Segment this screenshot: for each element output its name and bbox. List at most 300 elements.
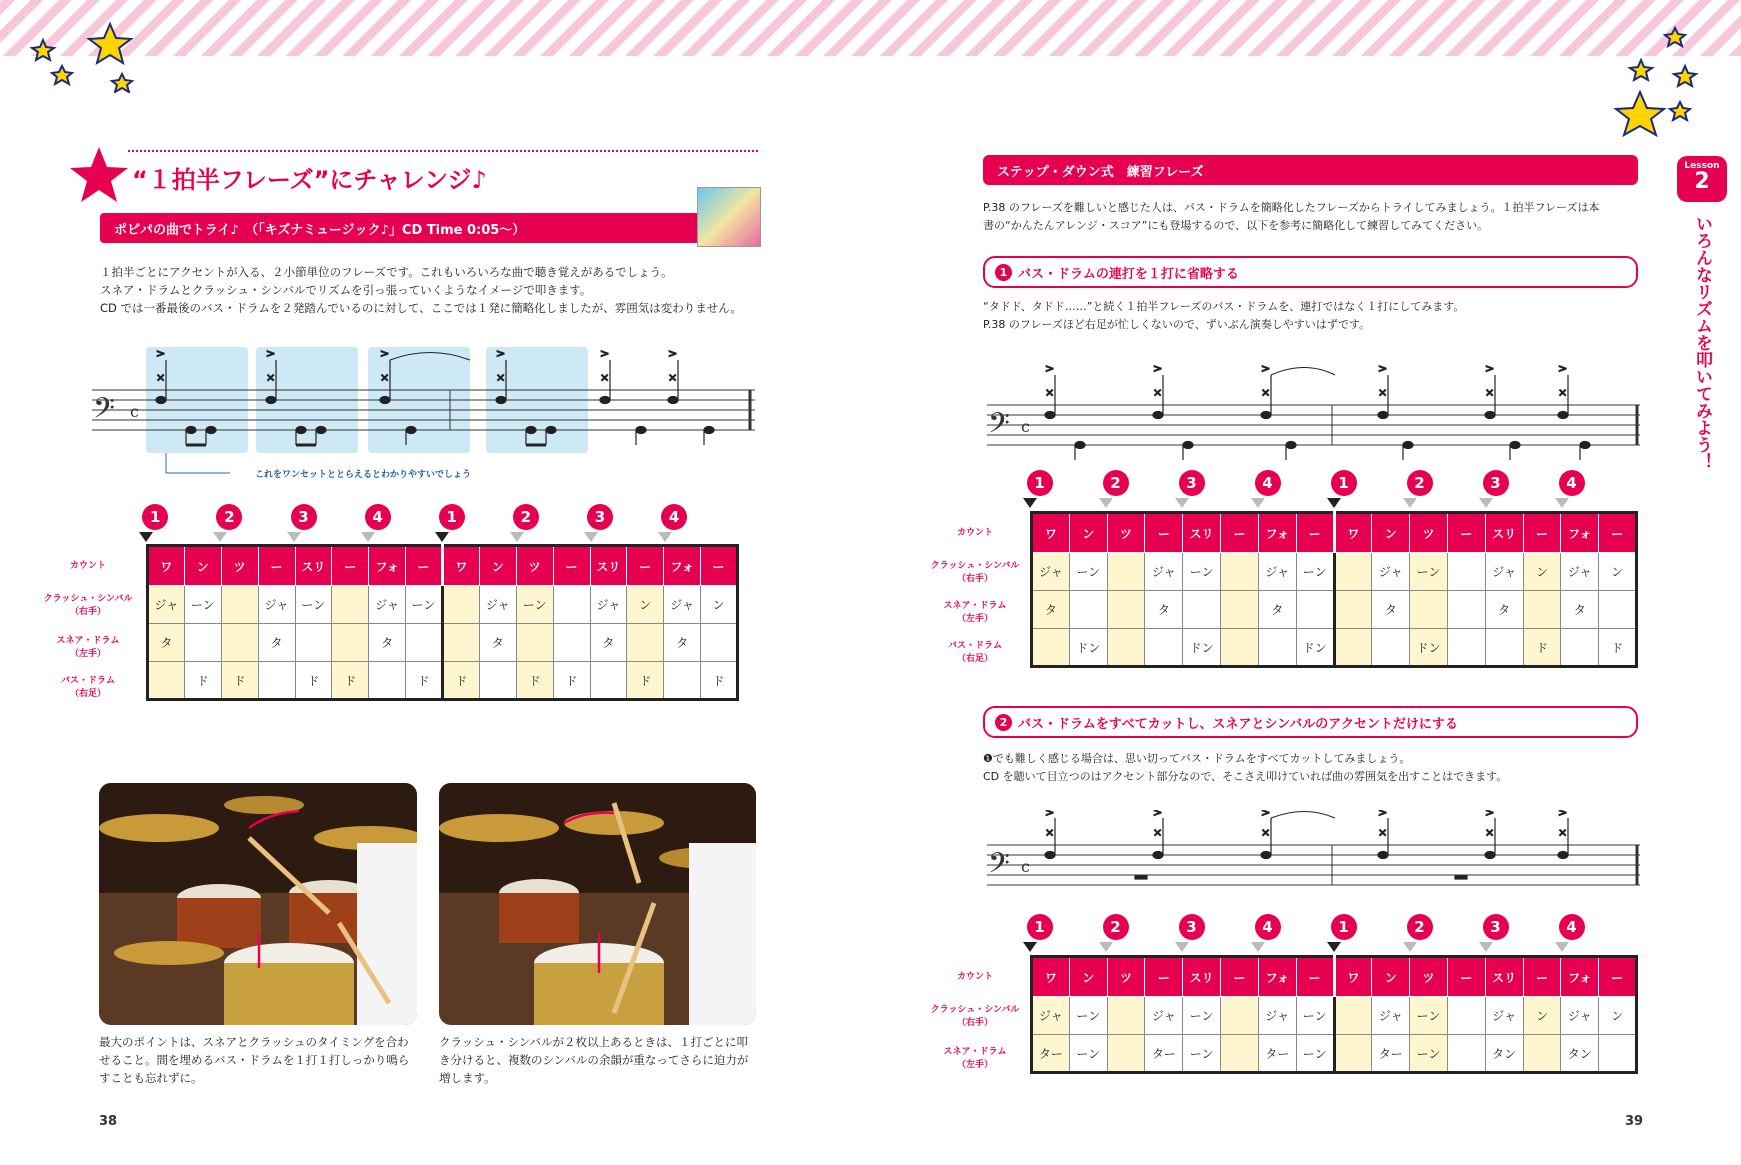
cymbal-row	[1032, 553, 1637, 591]
bass-cell	[1107, 629, 1145, 667]
count-marker-icon	[1023, 498, 1037, 508]
svg-text:×: ×	[1378, 826, 1388, 839]
count-marker-icon	[1327, 498, 1341, 508]
svg-text:×: ×	[1261, 826, 1271, 839]
row-label-sub: （右手）	[956, 574, 993, 584]
cymbal-cell	[1334, 553, 1372, 591]
snare-cell	[1447, 1035, 1485, 1073]
snare-cell: タ	[590, 624, 627, 662]
bass-cell: ド	[1523, 629, 1561, 667]
count-marker-icon	[1555, 498, 1569, 508]
step2-body	[983, 750, 1643, 786]
svg-text:×: ×	[668, 371, 678, 384]
bass-cell: ドン	[1296, 629, 1334, 667]
svg-text:>: >	[156, 347, 166, 360]
cymbal-cell: ジャ	[1258, 553, 1296, 591]
snare-cell	[295, 624, 332, 662]
snare-cell: タ	[664, 624, 701, 662]
cymbal-cell	[1447, 997, 1485, 1035]
snare-cell: タ	[258, 624, 295, 662]
svg-text:>: >	[1153, 810, 1163, 819]
count-header-cell: ワ	[1334, 957, 1372, 997]
left-drum-notation	[90, 345, 760, 485]
row-label-text: バス・ドラム	[61, 676, 115, 686]
count-marker-icon	[213, 532, 227, 542]
snare-cell	[1334, 1035, 1372, 1073]
r2-label-count: カウント	[956, 972, 993, 982]
snare-cell	[553, 624, 590, 662]
count-badge: 2	[1103, 914, 1129, 940]
cymbal-cell: ン	[627, 586, 664, 624]
row-label-text: スネア・ドラム	[943, 601, 1007, 611]
count-header-cell: ー	[406, 546, 443, 586]
svg-text:×: ×	[1558, 386, 1568, 399]
cymbal-cell	[1447, 553, 1485, 591]
left-count-table	[146, 544, 739, 701]
count-header-cell: ー	[1296, 957, 1334, 997]
cymbal-cell	[1221, 997, 1259, 1035]
svg-text:×: ×	[600, 371, 610, 384]
svg-text:×: ×	[496, 371, 506, 384]
bass-cell	[590, 662, 627, 700]
left-body-line: スネア・ドラムとクラッシュ・シンバルでリズムを引っ張っていくようなイメージで叩きます。	[100, 283, 592, 297]
cymbal-cell: ジャ	[1485, 997, 1523, 1035]
snare-cell	[1599, 1035, 1637, 1073]
cymbal-cell: ン	[701, 586, 738, 624]
count-header-cell: ン	[1372, 513, 1410, 553]
count-header-cell: スリ	[295, 546, 332, 586]
count-header-cell: ン	[184, 546, 221, 586]
snare-cell	[701, 624, 738, 662]
drum-photo-1	[99, 783, 417, 1025]
count-header-cell: ー	[1599, 957, 1637, 997]
step2-title: バス・ドラムをすべてカットし、スネアとシンバルのアクセントだけにする	[1018, 716, 1458, 732]
cymbal-cell	[332, 586, 369, 624]
bass-cell	[1485, 629, 1523, 667]
bass-cell	[1334, 629, 1372, 667]
snare-cell: ター	[1258, 1035, 1296, 1073]
page-number-left: 38	[99, 1114, 118, 1129]
count-badge: 3	[291, 504, 317, 530]
cymbal-cell: ーン	[1296, 553, 1334, 591]
step2-count-table	[1030, 955, 1638, 1074]
step1-count-table	[1030, 511, 1638, 668]
bass-cell: ド	[406, 662, 443, 700]
count-badge: 4	[1559, 470, 1585, 496]
photo-caption-2: クラッシュ・シンバルが２枚以上あるときは、１打ごとに叩き分けると、複数のシンバルの余韻が重なってさらに迫力が増します。	[439, 1035, 749, 1085]
step2-body-line: CD を聴いて目立つのはアクセント部分なので、そこさえ叩けていれば曲の雰囲気を出すことはできます。	[983, 770, 1508, 783]
snare-cell	[1183, 591, 1221, 629]
bass-cell: ド	[443, 662, 480, 700]
cymbal-cell	[221, 586, 258, 624]
left-body-text	[100, 263, 760, 317]
count-header-cell: ツ	[1410, 513, 1448, 553]
bass-cell: ドン	[1410, 629, 1448, 667]
snare-cell: タン	[1561, 1035, 1599, 1073]
bass-cell: ド	[516, 662, 553, 700]
bass-cell: ド	[332, 662, 369, 700]
count-header-cell: ワ	[1032, 513, 1070, 553]
count-header-cell: ー	[701, 546, 738, 586]
count-header-cell: ワ	[1334, 513, 1372, 553]
snare-cell	[1599, 591, 1637, 629]
snare-cell: タ	[1485, 591, 1523, 629]
count-header-row	[1032, 957, 1637, 997]
svg-text:>: >	[1045, 810, 1055, 819]
snare-row	[1032, 591, 1637, 629]
right-intro-line: P.38 のフレーズを難しいと感じた人は、バス・ドラムを簡略化したフレーズからトライしてみましょう。１拍半フレーズは本	[983, 201, 1600, 214]
count-header-cell: ツ	[516, 546, 553, 586]
count-header-cell: フォ	[1258, 957, 1296, 997]
step1-title: バス・ドラムの連打を１打に省略する	[1018, 266, 1239, 282]
page-title: “１拍半フレーズ”にチャレンジ♪	[132, 166, 487, 194]
cymbal-row	[148, 586, 738, 624]
bass-cell	[148, 662, 185, 700]
snare-cell	[1523, 591, 1561, 629]
snare-cell	[1221, 591, 1259, 629]
count-header-row	[1032, 513, 1637, 553]
sub-heading-bar: ポピパの曲でトライ♪ （「キズナミュージック♪」CD Time 0:05〜）	[100, 213, 700, 243]
svg-text:×: ×	[1045, 386, 1055, 399]
snare-cell	[184, 624, 221, 662]
cymbal-cell: ーン	[1069, 553, 1107, 591]
count-marker-icon	[1099, 942, 1113, 952]
cymbal-cell: ジャ	[1258, 997, 1296, 1035]
count-header-cell: ー	[1221, 957, 1259, 997]
bass-cell: ドン	[1069, 629, 1107, 667]
step2-badge: 2	[995, 714, 1012, 731]
page-number-right: 39	[1625, 1114, 1644, 1129]
cymbal-cell	[443, 586, 480, 624]
row-label-sub: （右手）	[69, 607, 106, 617]
snare-cell: タ	[148, 624, 185, 662]
cymbal-cell	[553, 586, 590, 624]
bass-row	[1032, 629, 1637, 667]
svg-text:×: ×	[1485, 386, 1495, 399]
count-badge: 1	[439, 504, 465, 530]
snare-cell: タ	[1032, 591, 1070, 629]
count-marker-icon	[1403, 498, 1417, 508]
r1-label-count: カウント	[956, 528, 993, 538]
count-header-cell: ー	[1523, 513, 1561, 553]
snare-cell	[1221, 1035, 1259, 1073]
step2-heading	[983, 706, 1638, 738]
snare-cell	[221, 624, 258, 662]
snare-cell	[1523, 1035, 1561, 1073]
count-badge: 4	[1255, 914, 1281, 940]
star-cluster-right-icon	[1595, 22, 1705, 137]
row-label-sub: （左手）	[956, 614, 993, 624]
svg-text:×: ×	[1153, 826, 1163, 839]
snare-cell	[443, 624, 480, 662]
cymbal-cell: ジャ	[479, 586, 516, 624]
cymbal-cell: ジャ	[1032, 553, 1070, 591]
count-badge: 1	[1027, 914, 1053, 940]
snare-cell	[1069, 591, 1107, 629]
svg-text:>: >	[266, 347, 276, 360]
count-header-cell: ー	[1145, 513, 1183, 553]
count-header-cell: ワ	[443, 546, 480, 586]
svg-text:>: >	[600, 347, 610, 360]
snare-cell: ーン	[1410, 1035, 1448, 1073]
snare-row	[148, 624, 738, 662]
right-heading-bar: ステップ・ダウン式 練習フレーズ	[983, 155, 1638, 185]
r2-label-cymbal	[925, 1004, 1025, 1030]
cymbal-row	[1032, 997, 1637, 1035]
step1-heading	[983, 256, 1638, 288]
cymbal-cell	[1334, 997, 1372, 1035]
count-header-cell: ー	[627, 546, 664, 586]
count-badge: 3	[1483, 914, 1509, 940]
r1-label-bass	[925, 640, 1025, 666]
count-header-cell: スリ	[1485, 957, 1523, 997]
count-header-cell: ー	[1599, 513, 1637, 553]
right-intro-line: 書の“かんたんアレンジ・スコア”にも登場するので、以下を参考に簡略化して練習してみてください。	[983, 219, 1489, 232]
snare-cell	[1107, 1035, 1145, 1073]
bass-cell: ドン	[1183, 629, 1221, 667]
snare-cell: ーン	[1296, 1035, 1334, 1073]
count-marker-icon	[139, 532, 153, 542]
svg-text:>: >	[1485, 810, 1495, 819]
row-label-count: カウント	[69, 561, 106, 571]
row-label-snare	[38, 635, 138, 661]
snare-cell	[332, 624, 369, 662]
svg-text:×: ×	[380, 371, 390, 384]
cymbal-cell: ジャ	[1032, 997, 1070, 1035]
count-header-cell: ー	[1296, 513, 1334, 553]
row-label-sub: （右足）	[956, 654, 993, 664]
bass-cell	[1145, 629, 1183, 667]
count-badge: 2	[513, 504, 539, 530]
count-badge: 3	[1179, 914, 1205, 940]
snare-cell: ーン	[1183, 1035, 1221, 1073]
svg-text:>: >	[1153, 362, 1163, 375]
snare-cell: ター	[1145, 1035, 1183, 1073]
count-badge: 3	[587, 504, 613, 530]
bass-row	[148, 662, 738, 700]
bass-cell	[369, 662, 406, 700]
bass-cell: ド	[701, 662, 738, 700]
count-header-cell: ー	[553, 546, 590, 586]
snare-cell: タ	[1145, 591, 1183, 629]
count-header-cell: スリ	[590, 546, 627, 586]
bass-cell	[664, 662, 701, 700]
count-marker-icon	[1023, 942, 1037, 952]
svg-text:×: ×	[1558, 826, 1568, 839]
svg-text:>: >	[1558, 362, 1568, 375]
title-star-icon	[68, 145, 130, 205]
cymbal-cell: ン	[1599, 553, 1637, 591]
bass-cell	[479, 662, 516, 700]
count-badge: 4	[661, 504, 687, 530]
row-label-sub: （左手）	[69, 649, 106, 659]
cymbal-cell: ーン	[406, 586, 443, 624]
r2-label-snare	[925, 1046, 1025, 1072]
step1-body-line: P.38 のフレーズほど右足が忙しくないので、ずいぶん演奏しやすいはずです。	[983, 318, 1371, 331]
title-dotted-rule	[128, 150, 758, 154]
lesson-tab	[1677, 156, 1727, 202]
svg-text:𝄢: 𝄢	[988, 847, 1010, 887]
cymbal-cell: ーン	[1183, 553, 1221, 591]
step2-body-line: ❶でも難しく感じる場合は、思い切ってバス・ドラムをすべてカットしてみましょう。	[983, 752, 1411, 765]
cymbal-cell: ン	[1523, 997, 1561, 1035]
row-label-sub: （左手）	[956, 1060, 993, 1070]
svg-text:×: ×	[1378, 386, 1388, 399]
snare-cell: ター	[1032, 1035, 1070, 1073]
svg-text:×: ×	[156, 371, 166, 384]
svg-text:>: >	[1261, 362, 1271, 375]
row-label-cymbal	[38, 593, 138, 619]
count-header-cell: ワ	[148, 546, 185, 586]
row-label-sub: （右手）	[956, 1018, 993, 1028]
count-header-cell: ー	[258, 546, 295, 586]
snare-cell: タン	[1485, 1035, 1523, 1073]
snare-cell: ター	[1372, 1035, 1410, 1073]
count-header-cell: フォ	[369, 546, 406, 586]
snare-cell	[516, 624, 553, 662]
count-header-cell: ー	[1145, 957, 1183, 997]
count-marker-icon	[1479, 498, 1493, 508]
svg-text:×: ×	[1485, 826, 1495, 839]
snare-cell: ーン	[1069, 1035, 1107, 1073]
snare-cell	[1107, 591, 1145, 629]
count-badge: 2	[1407, 470, 1433, 496]
count-badge: 1	[1331, 470, 1357, 496]
bass-cell	[1258, 629, 1296, 667]
cymbal-cell: ーン	[295, 586, 332, 624]
snare-cell	[1296, 591, 1334, 629]
cymbal-cell: ジャ	[369, 586, 406, 624]
cymbal-cell: ーン	[516, 586, 553, 624]
bass-cell: ド	[627, 662, 664, 700]
bass-cell	[1221, 629, 1259, 667]
top-stripe-border	[0, 0, 1741, 56]
svg-text:c: c	[1021, 857, 1030, 876]
svg-text:>: >	[1378, 810, 1388, 819]
cymbal-cell	[1107, 997, 1145, 1035]
cd-cover-thumbnail	[697, 187, 761, 247]
count-badge: 2	[1103, 470, 1129, 496]
cymbal-cell: ーン	[1410, 997, 1448, 1035]
cymbal-cell: ジャ	[1561, 553, 1599, 591]
count-header-cell: スリ	[1485, 513, 1523, 553]
svg-text:>: >	[668, 347, 678, 360]
svg-text:𝄢: 𝄢	[988, 407, 1010, 447]
cymbal-cell: ーン	[184, 586, 221, 624]
cymbal-cell: ーン	[1410, 553, 1448, 591]
row-label-bass	[38, 675, 138, 701]
count-marker-icon	[1175, 942, 1189, 952]
count-marker-icon	[1555, 942, 1569, 952]
svg-text:>: >	[1045, 362, 1055, 375]
count-badge: 1	[1331, 914, 1357, 940]
cymbal-cell: ーン	[1296, 997, 1334, 1035]
count-header-cell: ツ	[1107, 513, 1145, 553]
step1-badge: 1	[995, 264, 1012, 281]
bass-cell	[258, 662, 295, 700]
cymbal-cell: ーン	[1069, 997, 1107, 1035]
count-header-cell: ン	[1069, 957, 1107, 997]
snare-cell: タ	[479, 624, 516, 662]
cymbal-cell: ジャ	[1561, 997, 1599, 1035]
row-label-text: スネア・ドラム	[56, 636, 120, 646]
cymbal-cell	[1107, 553, 1145, 591]
count-header-cell: ン	[1069, 513, 1107, 553]
count-header-cell: ン	[1372, 957, 1410, 997]
row-label-sub: （右足）	[69, 689, 106, 699]
cymbal-cell: ジャ	[1372, 997, 1410, 1035]
snare-cell	[1410, 591, 1448, 629]
cymbal-cell: ジャ	[148, 586, 185, 624]
row-label-text: クラッシュ・シンバル	[43, 594, 133, 604]
count-marker-icon	[1251, 498, 1265, 508]
count-marker-icon	[658, 532, 672, 542]
count-badge: 1	[1027, 470, 1053, 496]
count-header-cell: ー	[1221, 513, 1259, 553]
count-marker-icon	[287, 532, 301, 542]
svg-text:c: c	[130, 402, 139, 421]
r1-label-cymbal	[925, 560, 1025, 586]
svg-text:c: c	[1021, 417, 1030, 436]
cymbal-cell: ジャ	[590, 586, 627, 624]
drum-photo-2	[439, 783, 756, 1025]
svg-text:>: >	[380, 347, 390, 360]
count-marker-icon	[1251, 942, 1265, 952]
count-header-cell: ン	[479, 546, 516, 586]
count-marker-icon	[1479, 942, 1493, 952]
count-header-cell: スリ	[1183, 513, 1221, 553]
count-marker-icon	[1403, 942, 1417, 952]
count-badge: 4	[365, 504, 391, 530]
count-header-cell: ー	[332, 546, 369, 586]
count-header-cell: ツ	[1410, 957, 1448, 997]
snare-cell	[1334, 591, 1372, 629]
count-header-cell: ー	[1523, 957, 1561, 997]
cymbal-cell	[1221, 553, 1259, 591]
bass-cell	[1032, 629, 1070, 667]
bass-cell: ド	[553, 662, 590, 700]
cymbal-cell: ン	[1599, 997, 1637, 1035]
left-body-line: CD では一番最後のバス・ドラムを２発踏んでいるのに対して、ここでは１発に簡略化しましたが、雰囲気は変わりません。	[100, 301, 742, 315]
row-label-text: クラッシュ・シンバル	[930, 1005, 1020, 1015]
cymbal-cell: ジャ	[664, 586, 701, 624]
count-header-cell: ツ	[221, 546, 258, 586]
cymbal-cell: ジャ	[1145, 553, 1183, 591]
count-header-row	[148, 546, 738, 586]
count-marker-icon	[361, 532, 375, 542]
snare-cell	[627, 624, 664, 662]
svg-text:×: ×	[1261, 386, 1271, 399]
count-badge: 1	[142, 504, 168, 530]
svg-text:×: ×	[1045, 826, 1055, 839]
count-header-cell: フォ	[1561, 957, 1599, 997]
bass-cell	[1447, 629, 1485, 667]
step1-body	[983, 298, 1643, 334]
right-intro-text	[983, 199, 1643, 235]
count-header-cell: ワ	[1032, 957, 1070, 997]
count-header-cell: ー	[1447, 513, 1485, 553]
count-badge: 2	[1407, 914, 1433, 940]
svg-text:>: >	[1378, 362, 1388, 375]
snare-cell: タ	[369, 624, 406, 662]
cymbal-cell: ジャ	[1145, 997, 1183, 1035]
r1-label-snare	[925, 600, 1025, 626]
svg-text:>: >	[1261, 810, 1271, 819]
count-badge: 3	[1179, 470, 1205, 496]
cymbal-cell: ン	[1523, 553, 1561, 591]
left-body-line: １拍半ごとにアクセントが入る、２小節単位のフレーズです。これもいろいろな曲で聴き覚えがあるでしょう。	[100, 265, 673, 279]
row-label-text: クラッシュ・シンバル	[930, 561, 1020, 571]
